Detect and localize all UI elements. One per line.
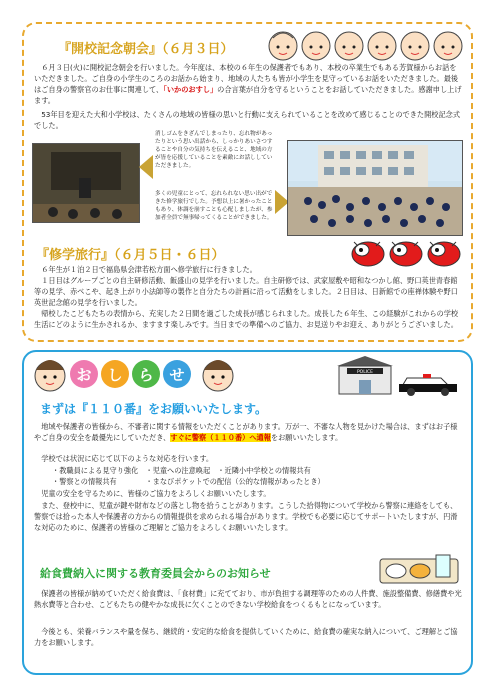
oshirase-char: せ	[163, 360, 191, 388]
cooperation-line: 児童の安全を守るために、皆様のご協力をよろしくお願いいたします。	[34, 489, 271, 498]
shugaku-body	[34, 264, 462, 330]
baby-face-icon	[302, 32, 330, 60]
lost-item-paragraph: また、登校中に、児童が鍵や財布などの落とし物を拾うことがあります。こうした拾得物について学校から警察に連絡をしても、警察では拾った本人や保護者の方からの情報提供を求められる場合があります。学校でも必要に応じてサポートいたしますが、円滑な対応のために、保護者の皆様のご理解とご協力をよろしくお願いいたします。	[34, 501, 458, 532]
akabeko-icon	[352, 242, 384, 266]
baby-face-icon	[434, 32, 462, 60]
baby-face-icon	[368, 32, 396, 60]
oshirase-label	[70, 360, 191, 388]
kaishiki-title: 『開校記念朝会』（６月３日）	[58, 42, 234, 57]
lunch-fee-paragraph-2: 今後とも、栄養バランスや量を保ち、継続的・安定的な給食を提供していくために、給食費の確実な納入について、ご理解とご協力をお願いします。	[34, 627, 458, 647]
baby-face-icon	[401, 32, 429, 60]
trip-caption: 多くの児童にとって、忘れられない思い出ができた修学旅行でした。予想以上に暑かったこともあり、体調を崩すことも心配しましたが、参加者全員で無事帰ってくることができました。	[155, 191, 273, 221]
emergency-heading: まずは『１１０番』をお願いいたします。	[40, 402, 268, 416]
child-face-icon	[203, 360, 233, 391]
response-item: ・警察との情報共有 ・まなびポケットでの配信（公的な情報があったとき）	[52, 477, 325, 486]
baby-faces-illustration	[265, 28, 465, 64]
kaishiki-paragraph-1: ６月３日(火)に開校記念朝会を行いました。今年度は、本校の６年生の保護者でもあり、本校の卒業生でもある芳賀様からお話をいただきました。ご自身の小学生のころのお話から始まり、地域の人たちも皆が小学生を見守っているお話をいただきました。最後はご自身の警察官のお仕事に関連して、「いかのおすし」の合言葉が自分を守るということをお話していただきました。感謝申し上げます。	[34, 63, 462, 105]
kaishiki-paragraph-2: 53年目を迎えた大和小学校は、たくさんの地域の皆様の思いと行動に支えられていることを改めて感じることのできた開校記念式でした。	[34, 110, 461, 130]
shugaku-title: 『修学旅行』（６月５日・６日）	[36, 248, 225, 263]
response-list	[52, 465, 462, 487]
assembly-photo	[32, 143, 140, 223]
police-car-icon	[399, 374, 457, 396]
shugaku-line: ６年生が１泊２日で福島県会津若松方面へ修学旅行に行きました。	[34, 265, 257, 274]
oshirase-char: お	[70, 360, 98, 388]
oshirase-char: ら	[132, 360, 160, 388]
baby-face-icon	[335, 32, 363, 60]
school-trip-photo	[287, 140, 463, 236]
response-item: ・教職員による見守り強化 ・児童への注意喚起 ・近隣小中学校との情報共有	[52, 466, 311, 475]
shugaku-line: 帰校したこどもたちの表情から、充実した２日間を過ごした成長が感じられました。成長した６年生、この経験がこれからの学校生活にどのように生かされるか、ますます楽しみです。当日までの準備へのご協力、お見送りやお迎え、ありがとうございました。	[34, 309, 459, 329]
oshirase-char: し	[101, 360, 129, 388]
call-110-highlight: すぐに警察（１１０番）へ通報	[170, 433, 271, 442]
school-lunch-icon	[378, 551, 460, 585]
police-sign: POLICE	[356, 370, 374, 375]
ikanoosushi-phrase: 「いかのおすし」	[163, 85, 218, 94]
akabeko-icon	[390, 242, 422, 266]
child-face-icon	[35, 360, 65, 391]
response-intro: 学校では状況に応じて以下のような対応を行います。	[34, 454, 214, 463]
akabeko-icon	[428, 242, 460, 266]
police-station-icon	[337, 356, 393, 394]
shugaku-line: １日目はグループごとの自主研修活動、飯盛山の見学を行いました。自主研修では、武家屋敷や昭和なつかし館、野口英世青春館等の見学、赤べこや、起き上がり小法師等の製作と自分たちの計画に沿って活動をしました。２日目は、日新館での座禅体験や野口英世記念館の見学を行いました。	[34, 276, 458, 307]
arrow-left-icon	[139, 155, 153, 179]
lunch-fee-heading: 給食費納入に関する教育委員会からのお知らせ	[40, 567, 271, 580]
baby-face-icon	[269, 32, 297, 60]
assembly-caption: 消しゴムをきざんでしまったり、忘れ物があったりという思い出話から、しっかりあいさつすることや自分の気持ちを伝えること、地域の方が皆を応援していることを素敵にお話ししていただきました。	[155, 131, 273, 169]
police-illustration	[335, 356, 465, 396]
lunch-fee-paragraph-1: 保護者の皆様が納めていただく給食費は、「食材費」に充てており、市が負担する調理等のための人件費、施設整備費、修繕費や光熱水費等と合わせ、こどもたちの健やかな成長に欠くことのできない学校給食をつくるもとになっています。	[34, 589, 462, 609]
emergency-paragraph-1: 地域や保護者の皆様から、不審者に関する情報をいただくことがあります。万が一、不審な人物を見かけた場合は、まずはお子様やご自身の安全を最優先にしていただき、すぐに警察（１１０番）へ通報をお願いいたします。	[34, 422, 458, 442]
